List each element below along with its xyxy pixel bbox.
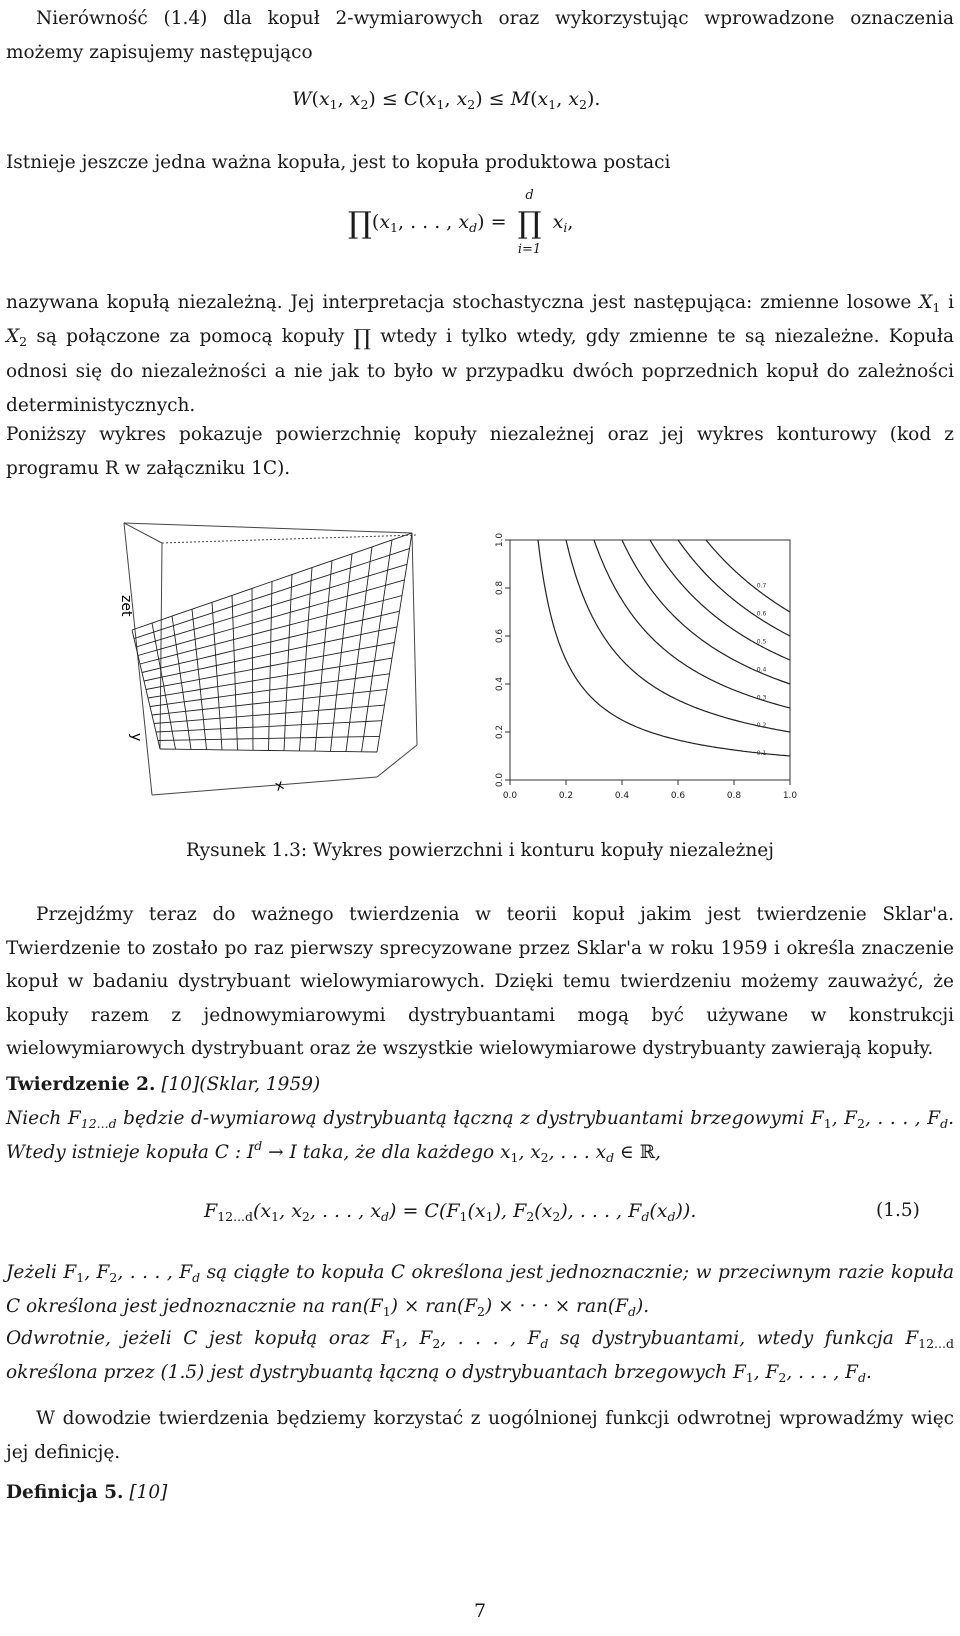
paragraph-intro bbox=[6, 2, 954, 69]
contour-line bbox=[566, 540, 790, 732]
leq-symbol: ≤ bbox=[381, 88, 398, 110]
contour-label: 0.5 bbox=[756, 638, 767, 646]
contour-lines bbox=[538, 540, 790, 757]
theorem-statement: Niech $F_{12...d}$ będzie d-wymiarową dystrybuantą łączną z dystrybuantami brzegowymi $F_1$, $F_2$, . . . , $F_d$. Wtedy istnieje kopuła C : $I^d \to I$ taka, że dla każdego $x_1$, $x_2$, . . . $x_d$ ∈ ℝ, bbox=[6, 1108, 954, 1165]
surface-gridline bbox=[346, 547, 372, 752]
surface-gridline bbox=[138, 580, 405, 656]
contour-line bbox=[706, 540, 790, 612]
equation-number: (1.5) bbox=[876, 1200, 920, 1221]
paragraph-sklar-intro bbox=[6, 898, 954, 1066]
x-tick-label: 0.0 bbox=[502, 791, 518, 801]
inequality-equation: $W(x_1$, $x_2) \le C(x_1$, $x_2) \le M(x_1$, $x_2$). bbox=[292, 88, 601, 112]
surface-gridline bbox=[331, 554, 353, 752]
paragraph-proof-intro bbox=[6, 1402, 954, 1469]
contour-line bbox=[594, 540, 790, 708]
eq-symbol-w: W bbox=[292, 88, 312, 110]
sklar-equation: $F_{12...d}(x_1$, $x_2$, . . . , $x_d) = C(F_1(x_1)$, $F_2(x_2)$, . . . , $F_d(x_d)$). bbox=[204, 1200, 697, 1224]
surface-gridline bbox=[134, 549, 410, 639]
paragraph-text: wtedy i tylko wtedy, gdy zmienne te są niezależne. Kopuła odnosi się do niezależności a nie jak to było w przypadku dwóch poprzednich kopuł do zależności deterministycznych. bbox=[6, 325, 954, 416]
paragraph-text: Istnieje jeszcze jedna ważna kopuła, jest to kopuła produktowa postaci bbox=[6, 152, 671, 173]
axis-label-x: x bbox=[272, 776, 287, 795]
surface-box-edge bbox=[412, 533, 417, 745]
paragraph-text: Poniższy wykres pokazuje powierzchnię kopuły niezależnej oraz jej wykres konturowy (kod z programu R w załączniku 1C). bbox=[6, 424, 954, 479]
theorem-text: jest kopułą oraz bbox=[197, 1328, 382, 1349]
contour-plot bbox=[488, 530, 818, 820]
y-tick-label: 0.0 bbox=[495, 772, 505, 788]
surface-box-edge bbox=[152, 777, 377, 795]
y-tick-label: 0.2 bbox=[495, 724, 505, 740]
product-equation: $\prod(x_1$, . . . , $x_d$) = d ∏ i=1 $x_i$, bbox=[348, 188, 574, 257]
surface-box-edge bbox=[124, 523, 152, 795]
theorem-text: Niech bbox=[6, 1108, 68, 1129]
paragraph-independence: nazywana kopułą niezależną. Jej interpretacja stochastyczna jest następująca: zmienne losowe $X_1$ i $X_2$ są połączone za pomocą kopuły ∏ wtedy i tylko wtedy, gdy zmienne te są niezależne. Kopuła odnosi się do niezależności a nie jak to było w przypadku dwóch poprzednich kopuł do zależności deterministycznych. bbox=[6, 292, 954, 416]
theorem-text: określona jest jednoznacznie; w przeciwnym razie kopuła bbox=[405, 1262, 954, 1283]
theorem-text: . Wtedy istnieje kopuła bbox=[6, 1108, 954, 1163]
surface-gridline bbox=[132, 533, 412, 630]
axis-label-z: zet bbox=[118, 595, 134, 617]
theorem-title: Twierdzenie 2. bbox=[6, 1074, 156, 1095]
theorem-text: są ciągłe to kopuła bbox=[200, 1262, 391, 1283]
contour-label: 0.1 bbox=[756, 750, 767, 758]
theorem-text: będzie d-wymiarową dystrybuantą łączną z dystrybuantami brzegowymi bbox=[116, 1108, 805, 1129]
theorem-heading bbox=[6, 1068, 954, 1102]
surface-box-edge bbox=[124, 523, 162, 543]
surface-box-edge bbox=[160, 543, 162, 749]
contour-label: 0.4 bbox=[756, 666, 767, 674]
surface-box-edge bbox=[162, 535, 417, 543]
surface-plot bbox=[112, 515, 432, 820]
definition-title: Definicja 5. bbox=[6, 1482, 124, 1503]
surface-gridline bbox=[136, 564, 407, 647]
upper-limit: d bbox=[525, 188, 534, 203]
contour-label: 0.2 bbox=[756, 722, 767, 730]
paragraph-text: Przejdźmy teraz do ważnego twierdzenia w teorii kopuł jakim jest twierdzenie Sklar'a. Twierdzenie to zostało po raz pierwszy sprecyzowane przez Sklar'a w roku 1959 i określa znaczenie kopuł w badaniu dystrybuant wielowymiarowych. Dzięki temu twierdzeniu możemy zauważyć, że kopuły razem z jednowymiarowymi dystrybuantami mogą być używane w konstrukcji wielowymiarowych dystrybuant oraz że wszystkie wielowymiarowe dystrybuanty zawierają kopuły. bbox=[6, 904, 954, 1059]
paragraph-text: Nierówność (1.4) dla kopuł 2-wymiarowych oraz wykorzystując wprowadzone oznaczenia możemy zapisujemy następująco bbox=[6, 8, 954, 63]
contour-ticks bbox=[495, 533, 797, 801]
surface-gridline bbox=[362, 540, 393, 752]
x-tick-label: 0.2 bbox=[558, 791, 574, 801]
theorem-converse: Odwrotnie, jeżeli C jest kopułą oraz $F_1$, $F_2$, . . . , $F_d$ są dystrybuantami, wtedy funkcja $F_{12...d}$ określona przez (1.5) jest dystrybuantą łączną o dystrybuantach brzegowych $F_1$, $F_2$, . . . , $F_d$. bbox=[6, 1328, 954, 1385]
theorem-reference: [10](Sklar, 1959) bbox=[161, 1074, 321, 1095]
axis-label-y: y bbox=[128, 733, 144, 742]
theorem-text: określona przez (1.5) jest dystrybuantą łączną o dystrybuantach brzegowych bbox=[6, 1361, 733, 1383]
contour-frame bbox=[510, 540, 790, 780]
theorem-text: Jeżeli bbox=[6, 1262, 64, 1283]
product-operator: d ∏ i=1 bbox=[513, 206, 547, 241]
eq-symbol-c: C bbox=[403, 88, 419, 110]
figure-caption: Rysunek 1.3: Wykres powierzchni i konturu kopuły niezależnej bbox=[186, 840, 774, 861]
eq-tail: , bbox=[567, 211, 574, 233]
theorem-text: określona jest jednoznacznie na bbox=[20, 1295, 331, 1317]
surface-box-edge bbox=[124, 523, 412, 533]
y-tick-label: 0.8 bbox=[495, 580, 505, 596]
contour-label: 0.3 bbox=[756, 694, 767, 702]
contour-line bbox=[538, 540, 790, 756]
contour-label: 0.7 bbox=[756, 582, 767, 590]
paragraph-product-copula bbox=[6, 146, 954, 180]
y-tick-label: 1.0 bbox=[495, 532, 505, 548]
eq-symbol-m: M bbox=[510, 88, 531, 110]
leq-symbol: ≤ bbox=[488, 88, 505, 110]
page-number: 7 bbox=[473, 1600, 487, 1622]
x-tick-label: 0.6 bbox=[670, 791, 686, 801]
y-tick-label: 0.6 bbox=[495, 628, 505, 644]
surface-gridline bbox=[377, 533, 412, 752]
x-tick-label: 0.4 bbox=[614, 791, 630, 801]
surface-mesh bbox=[124, 523, 417, 795]
product-symbol: ∏ bbox=[348, 206, 372, 241]
contour-line bbox=[678, 540, 790, 636]
definition-reference: [10] bbox=[129, 1482, 168, 1503]
paragraph-text: W dowodzie twierdzenia będziemy korzystać z uogólnionej funkcji odwrotnej wprowadźmy więc jej definicję. bbox=[6, 1408, 954, 1463]
x-tick-label: 1.0 bbox=[782, 791, 798, 801]
contour-line bbox=[650, 540, 790, 660]
y-tick-label: 0.4 bbox=[495, 676, 505, 692]
x-tick-label: 0.8 bbox=[726, 791, 742, 801]
theorem-continuity: Jeżeli $F_1$, $F_2$, . . . , $F_d$ są ciągłe to kopuła C określona jest jednoznacznie; w przeciwnym razie kopuła C określona jest jednoznacznie na $ran(F_1) \times ran(F_2)$ × · · · × $ran(F_d)$. bbox=[6, 1262, 954, 1319]
surface-box-edge bbox=[377, 745, 417, 777]
lower-limit: i=1 bbox=[517, 242, 542, 257]
theorem-text: Odwrotnie, jeżeli bbox=[6, 1328, 184, 1349]
contour-label: 0.6 bbox=[756, 610, 767, 618]
theorem-text: są dystrybuantami, wtedy funkcja bbox=[548, 1328, 906, 1349]
definition-heading bbox=[6, 1476, 954, 1510]
theorem-text: taka, że dla każdego bbox=[296, 1141, 501, 1163]
paragraph-text: są połączone za pomocą kopuły bbox=[27, 325, 354, 347]
surface-gridline bbox=[315, 561, 332, 751]
paragraph-text: nazywana kopułą niezależną. Jej interpretacja stochastyczna jest następująca: zmienne losowe bbox=[6, 292, 920, 313]
plot-border bbox=[510, 540, 790, 780]
paragraph-figure-intro bbox=[6, 418, 954, 485]
